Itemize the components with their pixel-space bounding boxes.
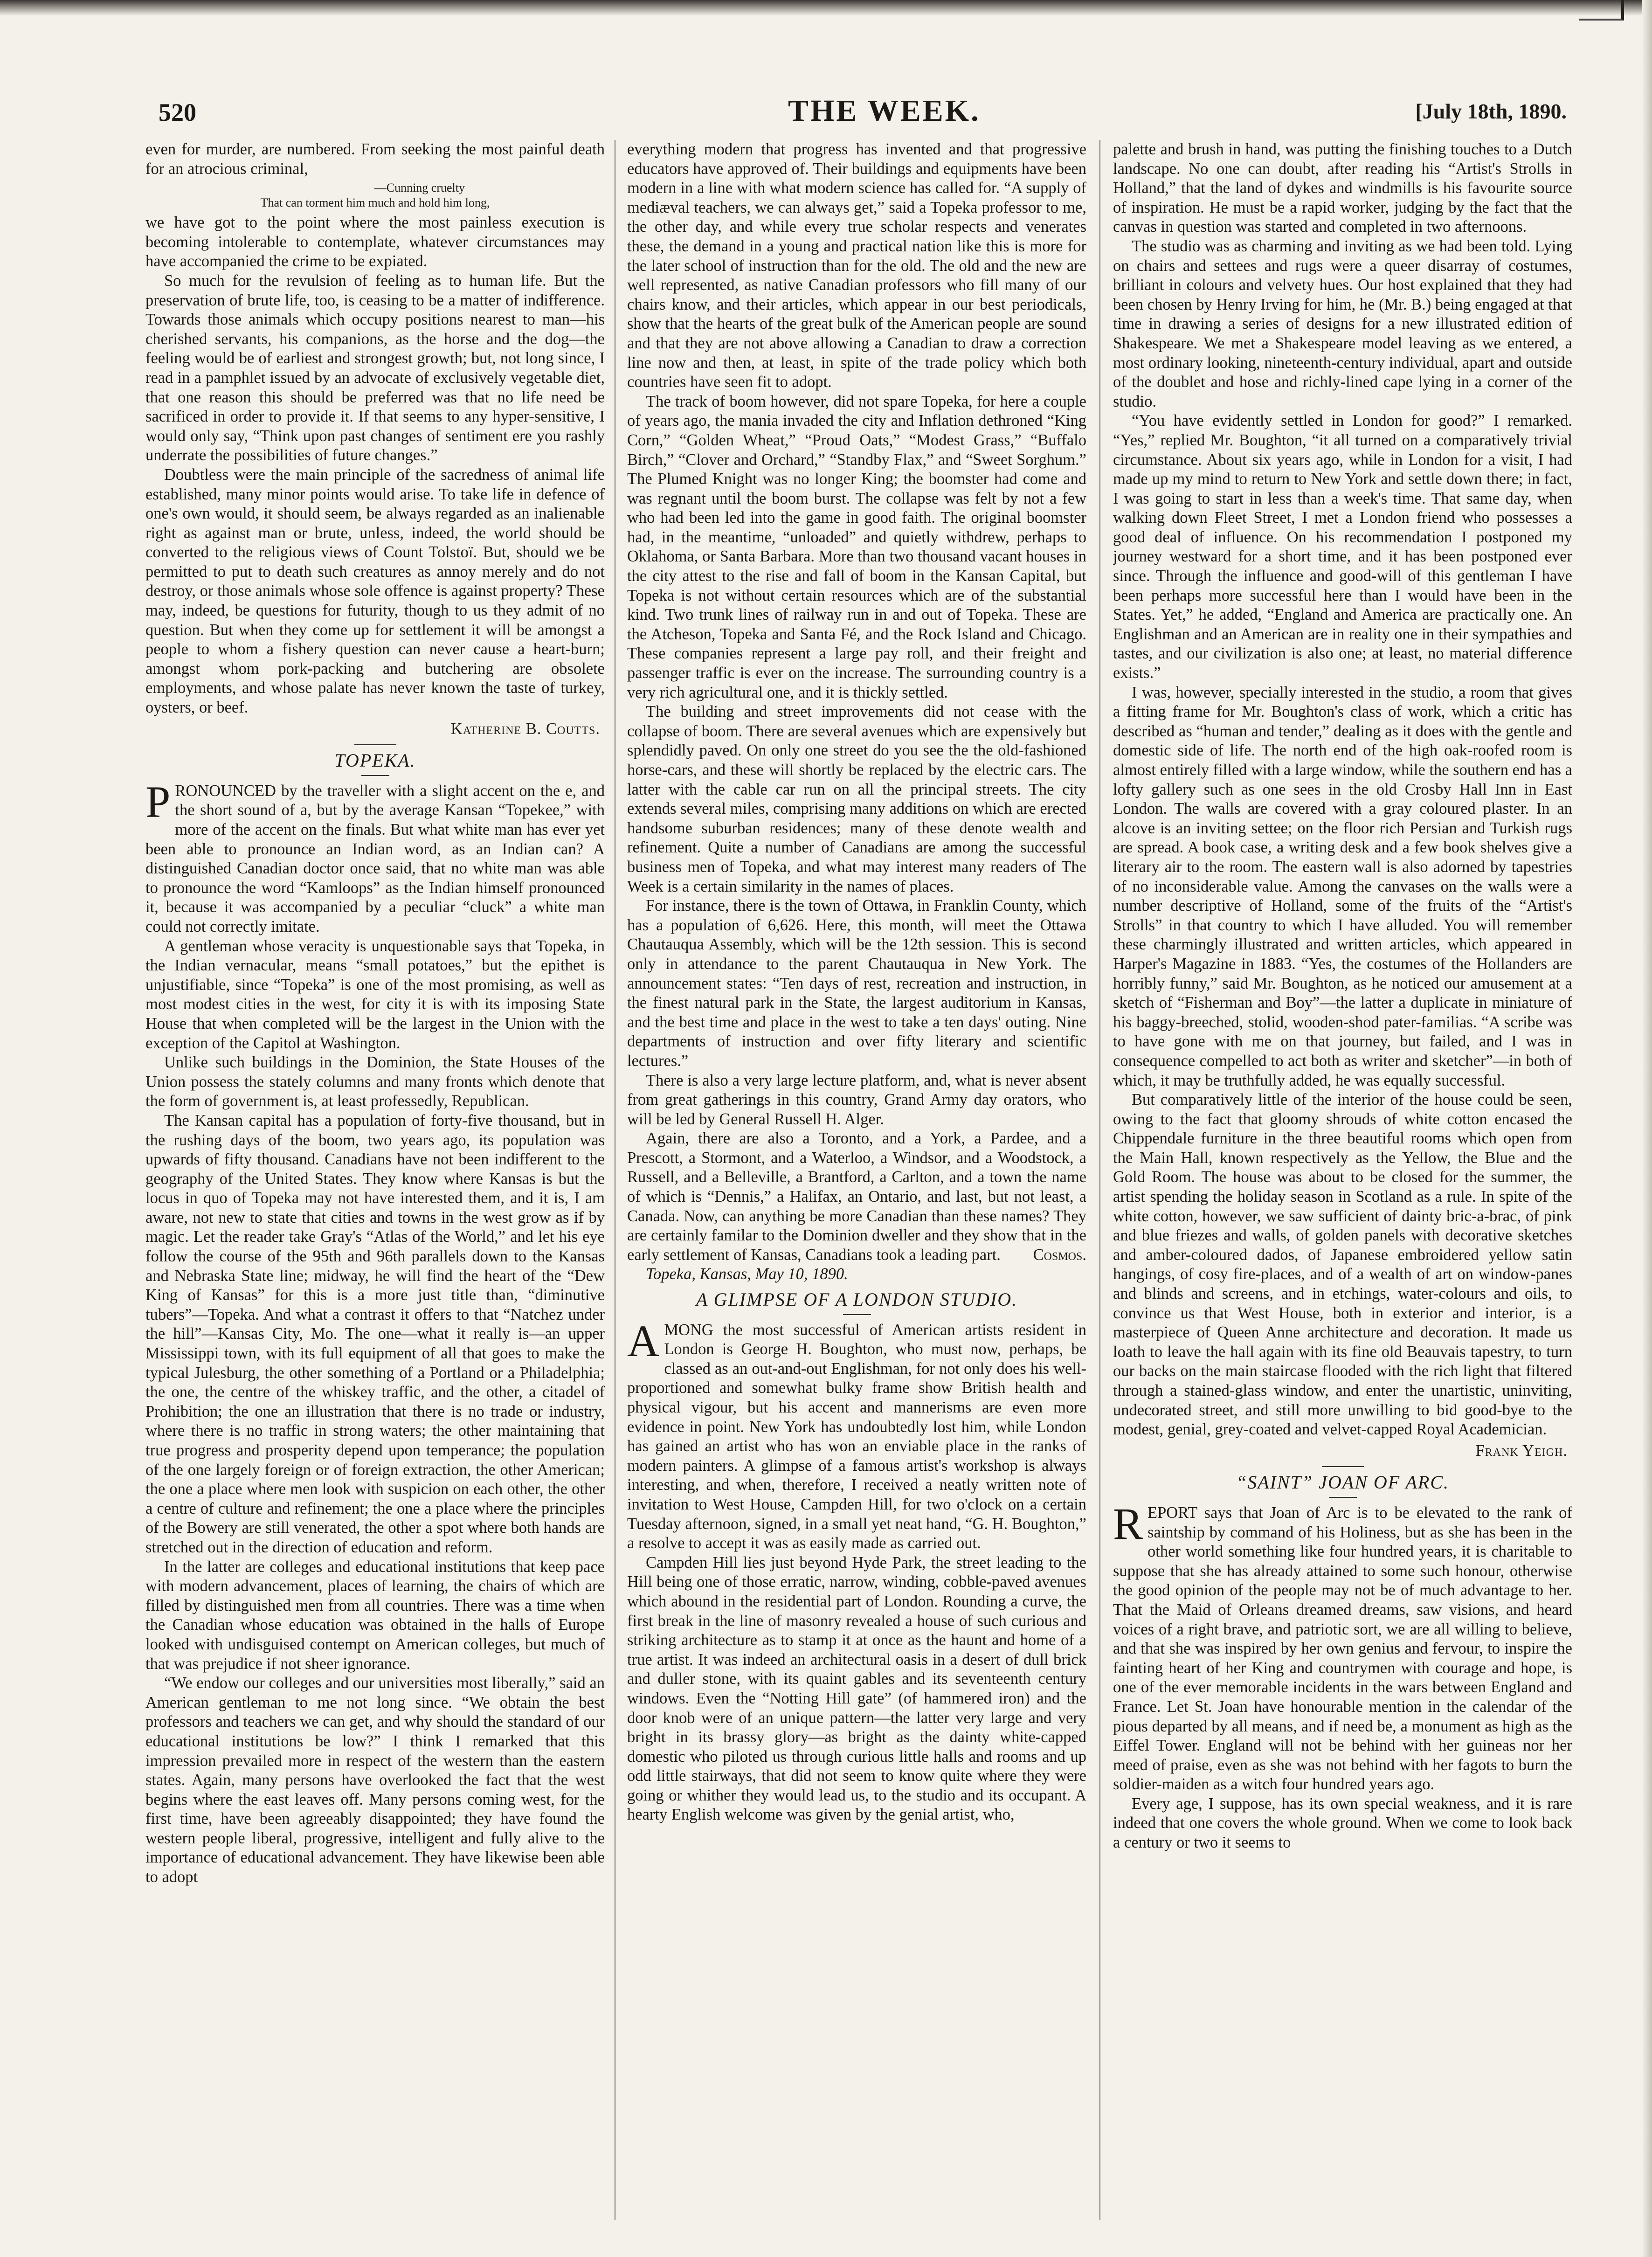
drop-cap: P <box>145 776 171 827</box>
issue-date: [July 18th, 1890. <box>1415 99 1567 123</box>
section-divider <box>354 744 396 745</box>
article-title-studio: A GLIMPSE OF A LONDON STUDIO. <box>696 1289 1018 1310</box>
column-2 <box>627 140 1086 2229</box>
drop-cap: R <box>1113 1498 1143 1549</box>
article-paragraph <box>1113 1498 1572 1794</box>
article-title-topeka: TOPEKA. <box>334 750 416 771</box>
article-paragraph: The Kansan capital has a population of forty-five thousand, but in the rushing days of the boom, two years ago, its population was upwards of fifty thousand. Canadians have not been indifferent to the geography of the United States. They know where Kansas is but the locus in quo of Topeka may not have interested them, and it is, I am aware, not new to state that cities and towns in the west grow as if by magic. Let the reader take Gray's “Atlas of the World,” and let his eye follow the course of the 95th and 96th parallels down to the Kansas and Nebraska State line; midway, he will find the heart of the “Dew King of Kansas” for this is a more just title than, “diminutive tubers”—Topeka. And what a contrast it offers to that “Natchez under the hill”—Kansas City, Mo. The one—what it really is—an upper Mississippi town, with its full equipment of all that goes to make the typical Julesburg, the other something of a Portland or a Philadelphia; the one, the centre of the whiskey traffic, and the other, a citadel of Prohibition; the one an illustration that there is no trade or industry, where there is no traffic in strong waters; the other maintaining that true progress and prosperity depend upon temperance; the population of the one largely foreign or of foreign extraction, the other American; the one a place where men look with suspicion on each other, the other a centre of culture and refinement; the one a place where the principles of the Bowery are still venerated, the other a spot where both hands are stretched out in the direction of education and reform. <box>145 1111 605 1556</box>
article-title-joan: “SAINT” JOAN OF ARC. <box>1236 1472 1450 1493</box>
article-paragraph: For instance, there is the town of Ottawa, in Franklin County, which has a population of 6,626. Here, this month, will meet the Ottawa Chautauqua Assembly, which will be the 12th session. This is second only in attendance to the parent Chautauqua in New York. The announcement states: “Ten days of rest, recreation and instruction, in the finest natural park in the State, the largest auditorium in Kansas, and the best time and place in the west to take a ten days' outing. Nine departments of instruction and over fifty literary and scientific lectures.” <box>627 897 1086 1070</box>
author-signature: Katherine B. Coutts. <box>450 720 600 738</box>
article-paragraph <box>627 1129 1086 1265</box>
article-paragraph: Doubtless were the main principle of the sacredness of animal life established, many minor points would arise. To take life in defence of one's own would, it should seem, be always regarded as an inalienable right as against man or brute, unless, indeed, the world should be converted to the religious views of Count Tolstoï. But, should we be permitted to put to death such creatures as annoy merely and do not destroy, or those animals whose sole offence is against property? These may, indeed, be questions for futurity, though to us they admit of no question. But when they come up for settlement it will be amongst a people to whom a fishery question can never cause a heart-burn; amongst whom pork-packing and butchering are obsolete employments, and whose palate has never known the taste of turkey, oysters, or beef. <box>145 465 605 717</box>
article-paragraph: So much for the revulsion of feeling as to human life. But the preservation of brute life, too, is ceasing to be a matter of indifference. Towards those animals which occupy positions nearest to man—his cherished servants, his companions, as the horse and the dog—the feeling would be of earliest and strongest growth; but, not long since, I read in a pamphlet issued by an advocate of exclusively vegetable diet, that one reason this should be preferred was that no life need be sacrificed in order to provide it. If that seems to any hyper-sensitive, I would only say, “Think upon past changes of sentiment ere you rashly underrate the possibilities of future changes.” <box>145 271 605 464</box>
column-rule-2 <box>1099 140 1100 2220</box>
verse-quote <box>145 180 605 210</box>
article-paragraph <box>145 776 605 937</box>
paragraph-text: EPORT says that Joan of Arc is to be elevated to the rank of saintship by command of his Holiness, but as she has been in the other world something like four hundred years, it is charitable to suppose that she has already attained to some such honour, otherwise the good opinion of the people may not be of much advantage to her. That the Maid of Orleans dreamed dreams, saw visions, and heard voices of a right brave, and patriotic sort, we are all willing to believe, and that she was inspired by her own genius and fervour, to inspire the fainting heart of her King and countrymen with courage and hope, is one of the ever memorable incidents in the wars between England and France. Let St. Joan have honourable mention in the calendar of the pious departed by all means, and if need be, a monument as high as the Eiffel Tower. England will not be behind with her guineas nor her meed of praise, even as she was not behind with her fagots to burn the soldier-maiden as a witch four hundred years ago. <box>1113 1503 1572 1793</box>
page-header <box>159 93 1567 131</box>
column-3 <box>1113 140 1572 2229</box>
article-paragraph: even for murder, are numbered. From seeking the most painful death for an atrocious criminal, <box>145 140 605 178</box>
article-paragraph: we have got to the point where the most painless execution is becoming intolerable to contemplate, whatever circumstances may have accompanied the crime to be expiated. <box>145 214 605 270</box>
article-paragraph: A gentleman whose veracity is unquestionable says that Topeka, in the Indian vernacular, means “small potatoes,” but the epithet is unjustifiable, since “Topeka” is one of the most promising, as well as most modest cities in the west, for city it is with its imposing State House that when completed will be the largest in the Union with the exception of the Capitol at Washington. <box>145 937 605 1052</box>
dateline: Topeka, Kansas, May 10, 1890. <box>646 1265 848 1283</box>
author-signature: Frank Yeigh. <box>1475 1441 1568 1460</box>
page-number: 520 <box>159 98 196 126</box>
scan-corner-mark <box>1579 0 1624 21</box>
article-paragraph: The track of boom however, did not spare Topeka, for here a couple of years ago, the mania invaded the city and Inflation dethroned “King Corn,” “Golden Wheat,” “Proud Oats,” “Modest Grass,” “Buffalo Birch,” “Clover and Orchard,” “Standby Flax,” and “Sweet Sorghum.” The Plumed Knight was no longer King; the boomster had come and was regnant until the boom burst. The collapse was felt by not a few who had been led into the game in good faith. The original boomster had, in the meantime, “unloaded” and quietly withdrew, perhaps to Oklahoma, or Santa Barbara. More than two thousand vacant houses in the city attest to the rise and fall of boom in the Kansan Capital, but Topeka is not without certain resources which are of the substantial kind. Two trunk lines of railway run in and out of Topeka. These are the Atcheson, Topeka and Santa Fé, and the Rock Island and Chicago. These companies represent a large pay roll, and their freight and passenger traffic is ever on the increase. The surrounding country is a very rich agricultural one, and it is thickly settled. <box>627 392 1086 701</box>
author-signature: Cosmos. <box>1033 1246 1086 1264</box>
section-divider <box>1322 1466 1364 1467</box>
quote-line: That can torment him much and hold him long, <box>260 196 490 210</box>
title-underline <box>361 775 389 776</box>
paragraph-text: RONOUNCED by the traveller with a slight accent on the e, and the short sound of a, but by the average Kansan “Topekee,” with more of the accent on the finals. But what white man has ever yet been able to pronounce an Indian word, as an Indian can? A distinguished Canadian doctor once said, that no white man was able to pronounce the word “Kamloops” as the Indian himself pronounced it, because it was accompanied by a peculiar “cluck” a white man could not correctly imitate. <box>145 782 605 935</box>
article-paragraph: palette and brush in hand, was putting the finishing touches to a Dutch landscape. No one can doubt, after reading his “Artist's Strolls in Holland,” that the land of dykes and windmills is his favourite source of inspiration. He must be a rapid worker, judging by the fact that the canvas in question was started and completed in two afternoons. <box>1113 140 1572 236</box>
article-paragraph: In the latter are colleges and educational institutions that keep pace with modern advancement, places of learning, the chairs of which are filled by distinguished men from all countries. There was a time when the Canadian whose education was obtained in the halls of Europe looked with undisguised contempt on American colleges, but much of that was prejudice if not sheer ignorance. <box>145 1558 605 1673</box>
drop-cap: A <box>627 1315 660 1366</box>
paragraph-text: MONG the most successful of American artists resident in London is George H. Boughton, who must now, perhaps, be classed as an out-and-out Englishman, for not only does his well-proportioned and somewhat bulky frame show British health and physical vigour, but his accent and mannerisms are even more evidence in point. New York has undoubtedly lost him, while London has gained an artist who has won an enviable place in the ranks of modern painters. A glimpse of a famous artist's workshop is always interesting, and when, therefore, I received a neatly written note of invitation to West House, Campden Hill, for two o'clock on a certain Tuesday afternoon, signed, in a small yet neat hand, “G. H. Boughton,” a resolve to accept it was as easily made as carried out. <box>627 1321 1086 1552</box>
article-paragraph: The building and street improvements did not cease with the collapse of boom. There are several avenues which are expensively but splendidly paved. On only one street do you see the the old-fashioned horse-cars, and these will shortly be replaced by the electric cars. The latter with the cable car run on all the principal streets. The city extends several miles, comprising many additions on which are erected handsome suburban residences; many of these denote wealth and refinement. Quite a number of Canadians are among the successful business men of Topeka, and what may interest many readers of The Week is a certain similarity in the names of places. <box>627 703 1086 895</box>
article-paragraph: Every age, I suppose, has its own special weakness, and it is rare indeed that one covers the whole ground. When we come to look back a century or two it seems to <box>1113 1794 1572 1852</box>
quote-line: —Cunning cruelty <box>374 181 465 195</box>
article-paragraph: Unlike such buildings in the Dominion, the State Houses of the Union possess the stately columns and many fronts which denote that the form of government is, at least professedly, Republican. <box>145 1053 605 1110</box>
title-underline <box>1329 1497 1357 1498</box>
article-paragraph: The studio was as charming and inviting as we had been told. Lying on chairs and settees and rugs were a queer disarray of costumes, brilliant in colours and velvety hues. Our host explained that they had been chosen by Henry Irving for him, he (Mr. B.) being engaged at that time in drawing a series of designs for a new illustrated edition of Shakespeare. We met a Shakespeare model leaving as we entered, a most ordinary looking, nineteenth-century individual, apart and outside of the doublet and hose and richly-lined cape lying in a corner of the studio. <box>1113 237 1572 410</box>
article-paragraph: “You have evidently settled in London for good?” I remarked. “Yes,” replied Mr. Boughton, “it all turned on a comparatively trivial circumstance. About six years ago, while in London for a visit, I had made up my mind to return to New York and settle down there; in fact, I was going to start in less than a week's time. That same day, when walking down Fleet Street, I met a London friend who possesses a good deal of influence. On his recommendation I postponed my journey westward for a short time, and it has been postponed ever since. Through the influence and good-will of this gentleman I have been perhaps more successful here than I would have been in the States. Yet,” he added, “England and America are practically one. An Englishman and an American are in reality one in their sympathies and tastes, and our civilization is also one; at least, no material difference exists.” <box>1113 412 1572 682</box>
paragraph-text: Again, there are also a Toronto, and a York, a Pardee, and a Prescott, a Stormont, and a Waterloo, a Windsor, and a Woodstock, a Russell, and a Belleville, a Brantford, a Carlton, and a town the name of which is “Dennis,” a Halifax, an Ontario, and last, but not least, a Canada. Now, can anything be more Canadian than these names? They are certainly familar to the Dominion dweller and they show that in the early settlement of Kansas, Canadians took a leading part. <box>627 1129 1086 1264</box>
article-paragraph: “We endow our colleges and our universities most liberally,” said an American gentleman to me not long since. “We obtain the best professors and teachers we can get, and why should the standard of our educational institutions be low?” I think I remarked that this impression prevailed more in respect of the western than the eastern states. Again, many persons have overlooked the fact that the west begins where the east leaves off. Many persons coming west, for the first time, have been agreeably disappointed; they have found the western people liberal, progressive, intelligent and fully alive to the importance of educational advancement. They have likewise been able to adopt <box>145 1674 605 1886</box>
scan-right-edge <box>1642 0 1652 2257</box>
article-paragraph <box>627 1315 1086 1553</box>
scan-top-edge <box>0 0 1652 16</box>
masthead: THE WEEK. <box>788 94 981 128</box>
article-paragraph: I was, however, specially interested in the studio, a room that gives a fitting frame for Mr. Boughton's class of work, which a critic has described as “human and tender,” dealing as it does with the gentle and domestic side of life. The north end of the high oak-roofed room is almost entirely filled with a large window, while the southern end has a lofty gallery such as one sees in the old Crosby Hall Inn in East London. The walls are covered with a gray coloured plaster. In an alcove is an inviting settee; on the floor rich Persian and Turkish rugs are spread. A book case, a writing desk and a few book shelves give a literary air to the room. The eastern wall is also adorned by tapestries of no inconsiderable value. Among the canvases on the walls were a number descriptive of Holland, some of the fruits of the “Artist's Strolls” in that country to which I have alluded. You will remember these charmingly illustrated and written articles, which appeared in Harper's Magazine in 1883. “Yes, the costumes of the Hollanders are horribly funny,” said Mr. Boughton, as he noticed our amusement at a sketch of “Fisherman and Boy”—the latter a duplicate in miniature of his baggy-breeched, stolid, wooden-shod pater-familias. “A scribe was to have gone with me on that journey, but failed, and I was in consequence compelled to act both as writer and sketcher”—in both of which, it may be truthfully added, he was equally successful. <box>1113 683 1572 1089</box>
article-paragraph: But comparatively little of the interior of the house could be seen, owing to the fact that gloomy shrouds of white cotton encased the Chippendale furniture in the three beautiful rooms which open from the Main Hall, known respectively as the Yellow, the Blue and the Gold Room. The house was about to be closed for the summer, the artist spending the holiday season in Scotland as a rule. In spite of the white cotton, however, we saw sufficient of dainty bric-a-brac, of pink and blue friezes and walls, of golden panels with decorative sketches and amber-coloured dados, of Japanese embroidered yellow satin hangings, of cosy fire-places, and of a wealth of art on window-panes and blinds and screens, and in etchings, water-colours and oils, to convince us that West House, both in exterior and interior, is a masterpiece of Queen Anne architecture and decoration. It made us loath to leave the hall again with its fine old Beauvais tapestry, to turn our backs on the main staircase flooded with the rich light that filtered through a stained-glass window, and enter the unartistic, uninviting, undecorated street, and still more unwilling to bid good-bye to the modest, genial, grey-coated and velvet-capped Royal Academician. <box>1113 1091 1572 1439</box>
column-1 <box>145 140 605 2229</box>
article-paragraph: everything modern that progress has invented and that progressive educators have approved of. Their buildings and equipments have been modern in a line with what modern science has called for. “A supply of mediæval teachers, we can always get,” said a Topeka professor to me, the other day, and while every true scholar respects and venerates these, the demand in a young and practical nation like this is more for the later school of instruction than for the old. The old and the new are well represented, as native Canadian professors who fill many of our chairs know, and their articles, which appear in our best periodicals, show that the hearts of the great bulk of the American people are sound and that they are not above allowing a Canadian to draw a correction line now and then, at least, in spite of the trade policy which both countries have seen fit to adopt. <box>627 140 1086 391</box>
article-paragraph: There is also a very large lecture platform, and, what is never absent from great gatherings in this country, Grand Army day orators, who will be led by General Russell H. Alger. <box>627 1071 1086 1128</box>
article-paragraph: Campden Hill lies just beyond Hyde Park, the street leading to the Hill being one of those erratic, narrow, winding, cobble-paved avenues which abound in the residential part of London. Rounding a curve, the first break in the line of masonry revealed a house of such curious and striking architecture as to stamp it at once as the haunt and home of a true artist. It was indeed an architectural oasis in a desert of dull brick and duller stone, with its quaint gables and its seventeenth century windows. Even the “Notting Hill gate” (of hammered iron) and the door knob were of an unique pattern—the latter very large and very bright in its brassy glory—as bright as the dainty white-capped domestic who piloted us through curious little halls and rooms and up odd little stairways, that did not seem to know quite where they were going or whither they would lead us, to the studio and its occupant. A hearty English welcome was given by the genial artist, who, <box>627 1553 1086 1824</box>
title-underline <box>843 1314 871 1315</box>
